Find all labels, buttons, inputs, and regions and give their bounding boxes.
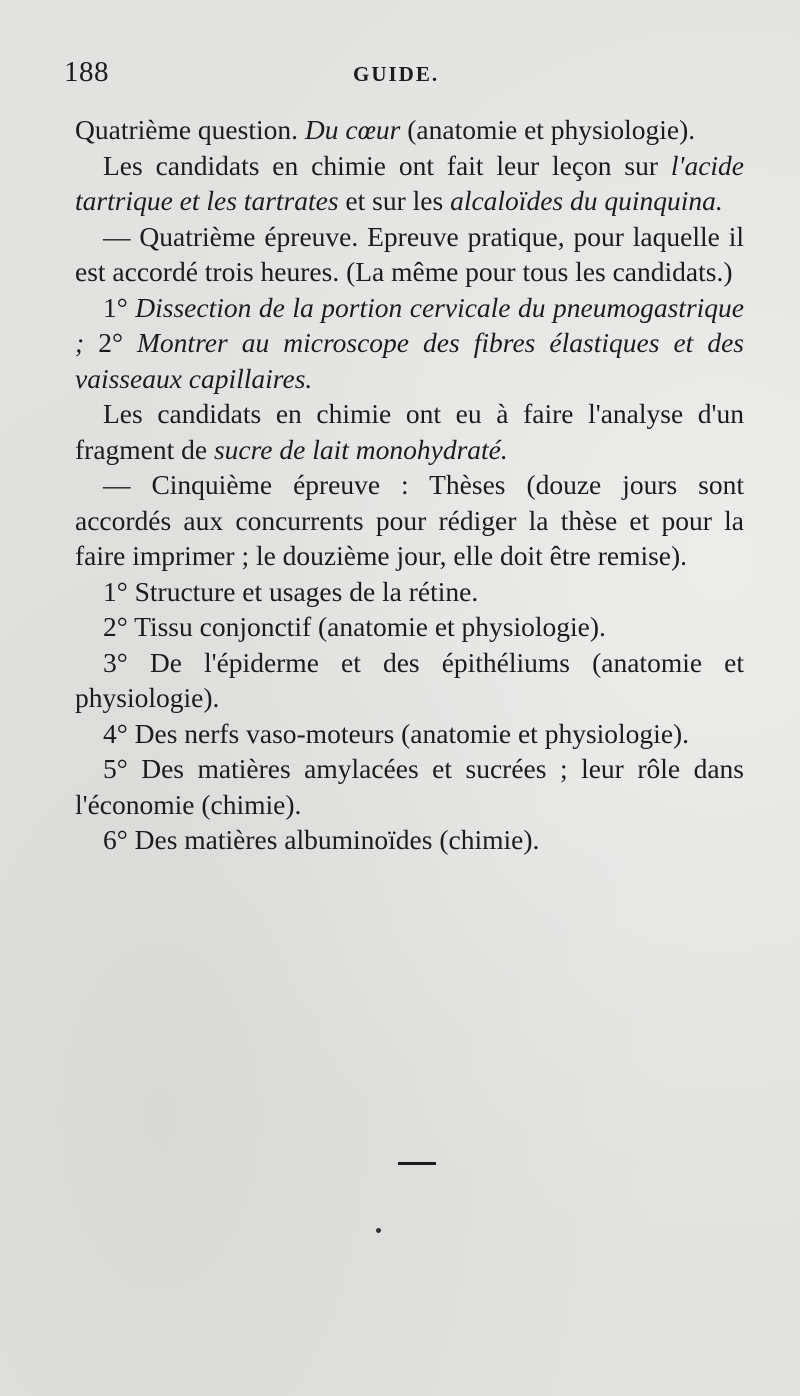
paragraph — [75, 396, 744, 467]
text-segment: — Cinquième épreuve : Thèses (douze jours sont accordés aux concurrents pour rédiger la thèse et pour la faire imprimer ; le douzième jour, elle doit être remise). — [75, 469, 744, 571]
text-segment: Quatrième question. — [75, 114, 305, 145]
text-segment: (anatomie et physiologie). — [400, 114, 696, 145]
text-segment: Les candidats en chimie ont fait leur leçon sur — [103, 149, 671, 181]
text-segment: et sur les — [338, 185, 451, 216]
list-item — [75, 751, 744, 822]
text-segment: — Quatrième épreuve. Epreuve pratique, pour laquelle il est accordé trois heures. (La même pour tous les candidats.) — [75, 220, 744, 287]
text-segment: 1° Structure et usages de la rétine. — [103, 575, 479, 607]
text-segment: Les candidats en chimie ont eu à faire l'analyse d'un fragment de — [75, 398, 744, 465]
page-number: 188 — [64, 56, 109, 88]
italic-segment: Du cœur — [304, 114, 401, 145]
text-segment: 6° Des matières albuminoïdes (chimie). — [103, 824, 540, 855]
paragraph — [75, 467, 744, 574]
running-head: GUIDE. — [353, 62, 440, 86]
italic-segment: Montrer au microscope des fibres élastiques et des vaisseaux capillaires. — [75, 327, 744, 394]
section-end-rule — [398, 1162, 436, 1165]
text-segment: 4° Des nerfs vaso-moteurs (anatomie et physiologie). — [103, 717, 690, 749]
list-item — [75, 645, 744, 716]
list-item — [75, 574, 744, 610]
italic-segment: alcaloïdes du quinquina. — [450, 185, 723, 216]
paragraph — [75, 148, 744, 219]
paragraph — [75, 290, 744, 397]
paragraph — [75, 112, 744, 148]
italic-segment: sucre de lait monohydraté. — [213, 433, 508, 465]
text-segment: 5° Des matières amylacées et sucrées ; leur rôle dans l'économie (chimie). — [75, 753, 744, 820]
italic-segment: l'acide tartrique et les tartrates — [75, 149, 744, 216]
text-segment: 1° — [103, 291, 136, 323]
paragraph — [75, 219, 744, 290]
italic-segment: Dissection de la portion cervicale du pneumogastrique ; — [75, 291, 744, 358]
page-header — [64, 56, 744, 96]
body-text — [75, 112, 744, 858]
text-segment: 2° — [98, 327, 138, 358]
text-segment: 2° Tissu conjonctif (anatomie et physiologie). — [103, 611, 606, 642]
list-item — [75, 716, 744, 752]
text-segment: 3° De l'épiderme et des épithéliums (anatomie et physiologie). — [75, 646, 744, 713]
list-item — [75, 609, 744, 645]
ink-speck — [376, 1228, 381, 1233]
list-item — [75, 822, 744, 858]
